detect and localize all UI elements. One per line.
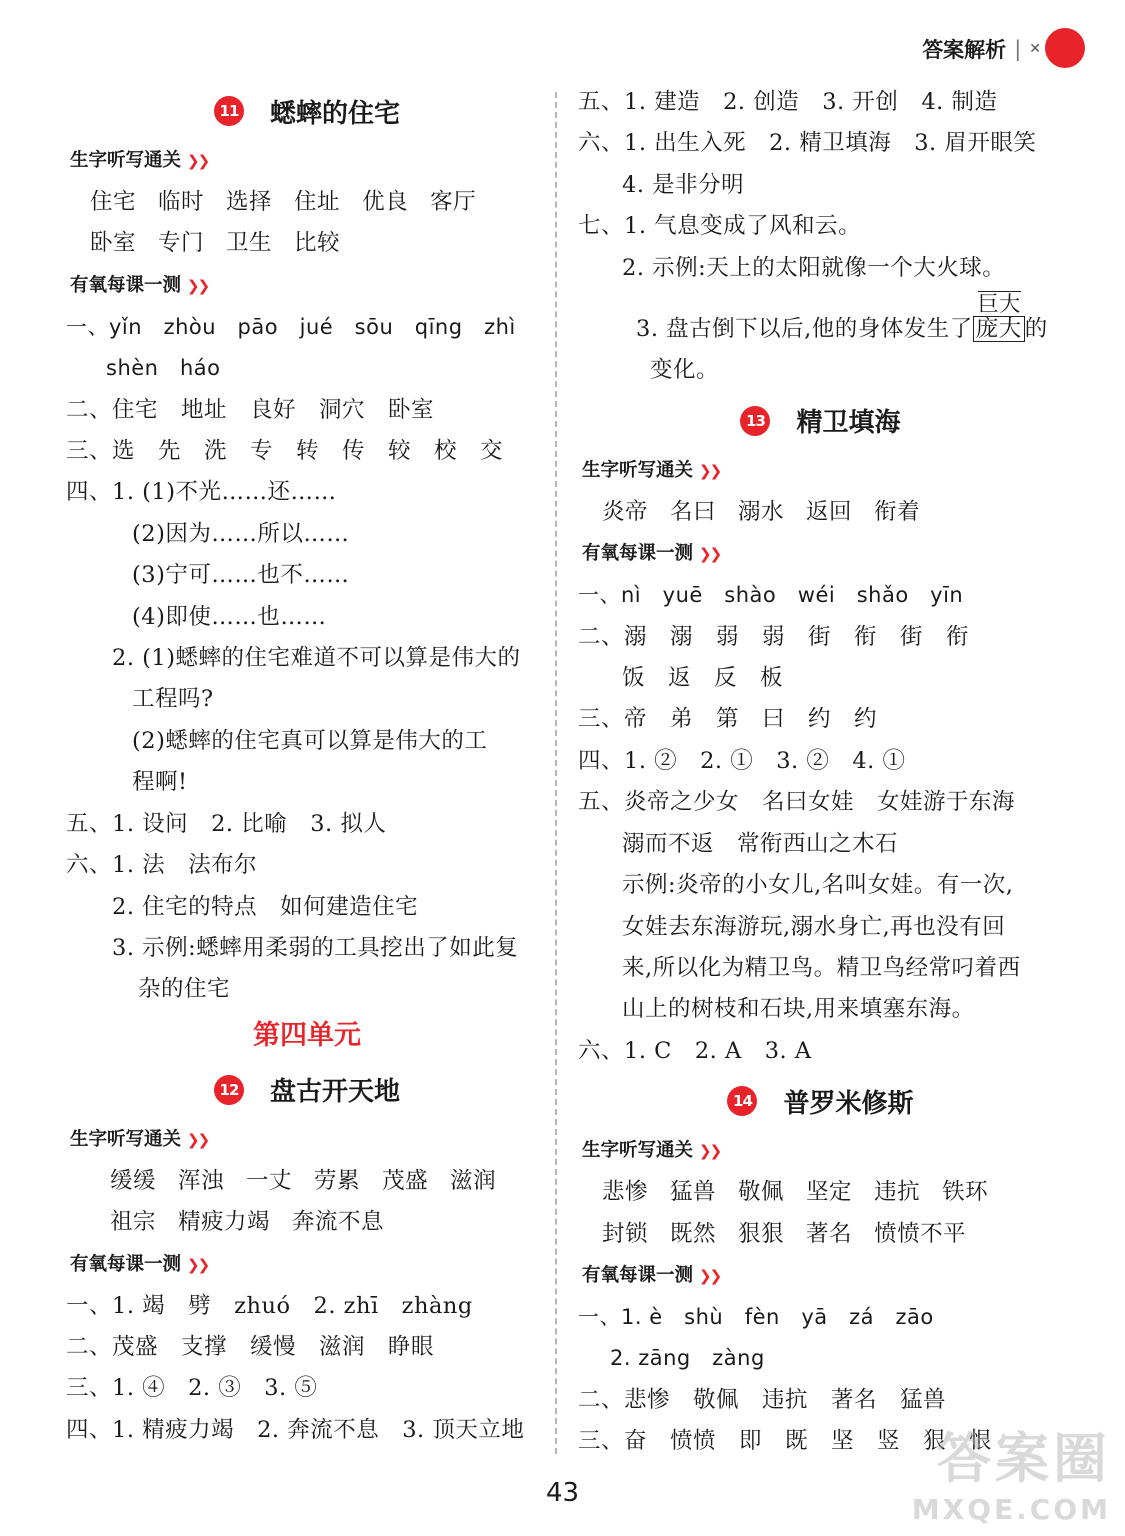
answer-line: 二、住宅 地址 良好 洞穴 卧室 — [66, 396, 435, 423]
lesson-title-text: 蟋蟀的住宅 — [269, 98, 400, 129]
answer-line: 四、1. ② 2. ① 3. ② 4. ① — [578, 747, 906, 774]
answer-line: (2)蟋蟀的住宅真可以算是伟大的工 — [132, 727, 488, 754]
header-title: 答案解析 — [922, 38, 1007, 62]
answer-line: (4)即使……也…… — [132, 603, 327, 630]
answer-line: 程啊! — [132, 769, 188, 796]
answer-line: 一、1. 竭 劈 zhuó 2. zhī zhàng — [66, 1292, 473, 1319]
lesson-number-badge: 12 — [214, 1075, 244, 1105]
answer-line: shèn háo — [106, 356, 221, 381]
lesson-title — [578, 1072, 1063, 1130]
section-heading: 生字听写通关 ❯❯ — [70, 150, 209, 171]
answer-line: 三、帝 弟 第 曰 约 约 — [578, 706, 878, 733]
answer-line: 2. 住宅的特点 如何建造住宅 — [112, 893, 419, 920]
section-heading: 生字听写通关 ❯❯ — [582, 1140, 721, 1162]
answer-line: (2)因为……所以…… — [132, 520, 350, 547]
answer-line: 一、1. è shù fèn yā zá zāo — [578, 1304, 934, 1329]
double-chevron-icon: ❯❯ — [699, 461, 721, 480]
answer-line: 祖宗 精疲力竭 奔流不息 — [110, 1209, 385, 1236]
answer-line: 一、nì yuē shào wéi shǎo yīn — [578, 583, 964, 608]
lesson-title-text: 精卫填海 — [796, 408, 901, 439]
lesson-number-badge: 13 — [740, 406, 770, 436]
watermark-url: MXQE.COM — [911, 1493, 1111, 1526]
answer-line: 悲惨 猛兽 敬佩 坚定 违抗 铁环 — [602, 1179, 989, 1206]
answer-line: 七、1. 气息变成了风和云。 — [578, 213, 862, 240]
double-chevron-icon: ❯❯ — [699, 1266, 721, 1285]
lesson-number-badge: 11 — [214, 96, 244, 126]
answer-line: 工程吗? — [132, 686, 214, 713]
left-column — [66, 82, 548, 1451]
answer-line: 二、茂盛 支撑 缓慢 滋润 睁眼 — [66, 1333, 435, 1360]
header-separator: | — [1014, 37, 1022, 61]
answer-line: 六、1. 法 法布尔 — [66, 852, 258, 879]
page-number: 43 — [545, 1478, 580, 1508]
watermark-logo-text: 答案圈 — [937, 1427, 1111, 1490]
section-heading: 有氧每课一测 ❯❯ — [70, 274, 209, 296]
answer-line: (3)宁可……也不…… — [132, 562, 350, 589]
lesson-number-badge: 14 — [727, 1086, 757, 1116]
answer-line: 示例:炎帝的小女儿,名叫女娃。有一次, — [622, 872, 1014, 899]
answer-line: 变化。 — [650, 357, 720, 384]
header-mark: ✕ — [1029, 41, 1041, 57]
answer-line: 三、奋 愤愤 即 既 坚 竖 狠 恨 — [578, 1428, 993, 1455]
answer-line: 2. (1)蟋蟀的住宅难道不可以算是伟大的 — [112, 645, 521, 672]
double-chevron-icon: ❯❯ — [187, 152, 209, 170]
answer-line: 来,所以化为精卫鸟。精卫鸟经常叼着西 — [622, 954, 1021, 981]
answer-line: 五、1. 建造 2. 创造 3. 开创 4. 制造 — [578, 89, 998, 115]
lesson-title — [66, 1061, 548, 1119]
section-heading: 有氧每课一测 ❯❯ — [70, 1253, 209, 1275]
answer-line: 封锁 既然 狠狠 著名 愤愤不平 — [602, 1220, 967, 1247]
answer-line: 六、1. C 2. A 3. A — [578, 1037, 812, 1064]
answer-line: 四、1. 精疲力竭 2. 奔流不息 3. 顶天立地 — [66, 1416, 525, 1443]
answer-line: 2. zāng zàng — [610, 1346, 765, 1371]
answer-line: 3. 示例:蟋蟀用柔弱的工具挖出了如此复 — [112, 934, 519, 961]
answer-line: 缓缓 浑浊 一丈 劳累 茂盛 滋润 — [110, 1167, 497, 1194]
answer-line: 卧室 专门 卫生 比较 — [90, 230, 341, 257]
watermark — [912, 1416, 1111, 1526]
page-header — [922, 34, 1041, 64]
lesson-title — [578, 392, 1063, 450]
double-chevron-icon: ❯❯ — [187, 1255, 209, 1274]
answer-line: 杂的住宅 — [138, 976, 231, 1003]
answer-line: 五、1. 设问 2. 比喻 3. 拟人 — [66, 810, 387, 837]
section-heading: 有氧每课一测 ❯❯ — [582, 543, 721, 565]
section-heading: 生字听写通关 ❯❯ — [582, 459, 721, 481]
answer-box: 巨大 庞大 — [973, 316, 1025, 342]
right-column — [578, 82, 1063, 1463]
answer-line: 五、炎帝之少女 名曰女娃 女娃游于东海 — [578, 789, 1016, 816]
column-divider — [555, 92, 557, 1454]
answer-line: 饭 返 反 板 — [622, 665, 784, 692]
double-chevron-icon: ❯❯ — [699, 545, 721, 564]
lesson-title-text: 盘古开天地 — [269, 1077, 400, 1108]
red-circle-icon — [1045, 28, 1085, 68]
answer-line: 二、溺 溺 弱 弱 街 衔 街 衔 — [578, 623, 970, 650]
answer-line: 溺而不返 常衔西山之木石 — [622, 830, 899, 857]
answer-line: 住宅 临时 选择 住址 优良 客厅 — [90, 189, 477, 215]
lesson-title — [66, 82, 548, 140]
double-chevron-icon: ❯❯ — [187, 276, 209, 295]
section-heading: 生字听写通关 ❯❯ — [70, 1128, 209, 1150]
answer-line: 六、1. 出生入死 2. 精卫填海 3. 眉开眼笑 — [578, 130, 1037, 157]
unit-title: 第四单元 — [253, 1019, 361, 1051]
answer-line: 炎帝 名曰 溺水 返回 衔着 — [602, 498, 921, 525]
answer-line: 2. 示例:天上的太阳就像一个大火球。 — [622, 254, 1006, 281]
answer-line: 三、1. ④ 2. ③ 3. ⑤ — [66, 1375, 318, 1402]
answer-line: 三、选 先 洗 专 转 传 较 校 交 — [66, 438, 504, 465]
double-chevron-icon: ❯❯ — [699, 1142, 721, 1161]
answer-line: 四、1. (1)不光……还…… — [66, 479, 337, 506]
answer-line: 女娃去东海游玩,溺水身亡,再也没有回 — [622, 913, 1006, 940]
lesson-title-text: 普罗米修斯 — [783, 1088, 914, 1119]
answer-line: 山上的树枝和石块,用来填塞东海。 — [622, 996, 975, 1023]
section-heading: 有氧每课一测 ❯❯ — [582, 1264, 721, 1286]
double-chevron-icon: ❯❯ — [187, 1130, 209, 1149]
answer-line: 二、悲惨 敬佩 违抗 著名 猛兽 — [578, 1386, 947, 1413]
answer-line: 3. 盘古倒下以后,他的身体发生了 巨大 庞大 的 — [636, 292, 1048, 343]
replacement-word: 巨大 — [977, 292, 1021, 317]
answer-line: 4. 是非分明 — [622, 171, 745, 198]
answer-line: 一、yǐn zhòu pāo jué sōu qīng zhì — [66, 314, 516, 339]
